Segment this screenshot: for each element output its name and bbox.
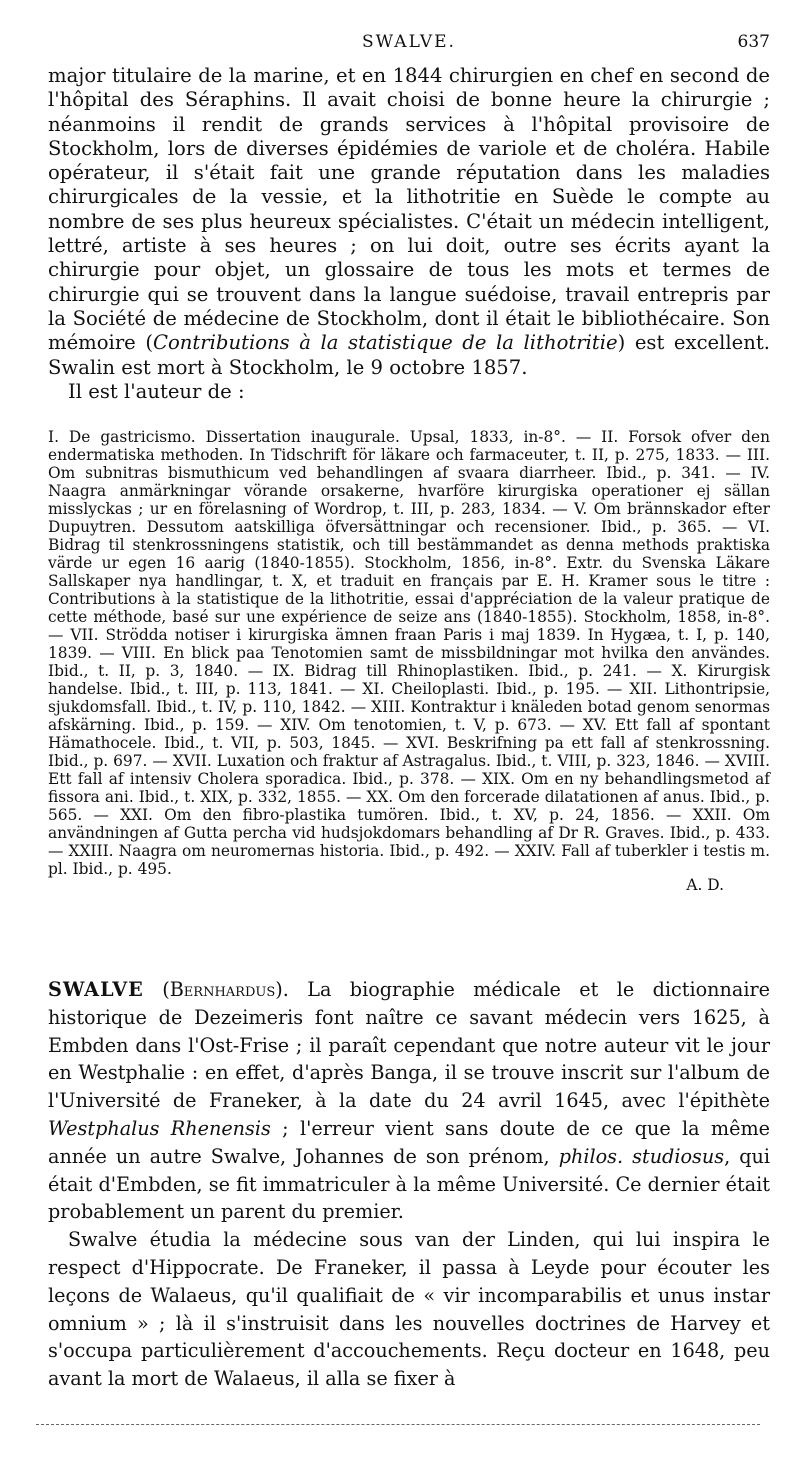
page-number: 637 — [737, 32, 770, 52]
entry-paragraph-2: Swalve étudia la médecine sous van der Linden, qui lui inspira le respect d'Hippocrate. De Franeker, il passa à Leyde pour écouter les leçons de Walaeus, qu'il qualifiait de « vir incomparabilis et unus instar omnium » ; là il s'instruisit dans les nouvelles doctrines de Harvey et s'occupa particulièrement d'accouchements. Reçu docteur en 1648, peu avant la mort de Walaeus, il alla se fixer à — [48, 1228, 770, 1391]
paragraph-text-end: ) est excellent. Swalin est mort à Stockholm, le 9 octobre 1857. — [48, 331, 770, 379]
bottom-rule — [36, 1424, 760, 1425]
entry-student-label: philos. studiosus — [558, 1144, 725, 1168]
entry-text-c: , qui était d'Embden, se fit immatriculer à la même Université. Ce dernier était probablement un parent du premier. — [48, 1144, 770, 1224]
memoire-title: Contributions à la statistique de la lithotritie — [153, 331, 618, 355]
bibliography-list: I. De gastricismo. Dissertation inaugurale. Upsal, 1833, in-8°. — II. Forsok ofver den endermatiska methoden. In Tidschrift för läkare och farmaceuter, t. II, p. 275, 1833. — III. Om subnitras bismuthicum ved behandlingen af svaara diarrheer. Ibid., p. 341. — IV. Naagra anmärkningar vörande orsakerne, hvarföre kirurgiska operationer ej sällan misslyckas ; ur en förelasning of Wordrop, t. III, p. 283, 1834. — V. Om brännskador efter Dupuytren. Dessutom aatskilliga öfversättningar och recensioner. Ibid., p. 365. — VI. Bidrag til stenkrossningens statistik, och till bestämmandet as denna methods praktiska värde ur egen 16 aarig (1840-1855). Stockholm, 1856, in-8°. Extr. du Svenska Läkare Sallskaper nya handlingar, t. X, et traduit en français par E. H. Kramer sous le titre : Contributions à la statistique de la lithotritie, essai d'appréciation de la valeur pratique de cette méthode, basé sur une expérience de seize ans (1840-1855). Stockholm, 1858, in-8°. — VII. Strödda notiser i kirurgiska ämnen fraan Paris i maj 1839. In Hygæa, t. I, p. 140, 1839. — VIII. En blick paa Tenotomien samt de missbildningar mot hvilka den användes. Ibid., t. II, p. 3, 1840. — IX. Bidrag till Rhinoplastiken. Ibid., p. 241. — X. Kirurgisk handelse. Ibid., t. III, p. 113, 1841. — XI. Cheiloplasti. Ibid., p. 195. — XII. Lithontripsie, sjukdomsfall. Ibid., t. IV, p. 110, 1842. — XIII. Kontraktur i knäleden botad genom senormas afskärning. Ibid., p. 159. — XIV. Om tenotomien, t. V, p. 673. — XV. Ett fall af spontant Hämathocele. Ibid., t. VII, p. 503, 1845. — XVI. Beskrifning pa ett fall af stenkrossning. Ibid., p. 697. — XVII. Luxation och fraktur af Astragalus. Ibid., t. VIII, p. 323, 1846. — XVIII. Ett fall af intensiv Cholera sporadica. Ibid., p. 378. — XIX. Om en ny behandlingsmetod af fissora ani. Ibid., t. XIX, p. 332, 1855. — XX. Om den forcerade dilatationen af anus. Ibid., p. 565. — XXI. Om den fibro-plastika tumören. Ibid., t. XV, p. 24, 1856. — XXII. Om användningen af Gutta percha vid hudsjokdomars behandling af Dr R. Graves. Ibid., p. 433. — XXIII. Naagra om neuromernas historia. Ibid., p. 492. — XXIV. Fall af tuberkler i testis m. pl. Ibid., p. 495. — [48, 428, 770, 878]
main-text — [48, 64, 770, 404]
paragraph-text: major titulaire de la marine, et en 1844 chirurgien en chef en second de l'hôpital des Séraphins. Il avait choisi de bonne heure la chirurgie ; néanmoins il rendit de grands services à l'hôpital provisoire de Stockholm, lors de diverses épidémies de variole et de choléra. Habile opérateur, il s'était fait une grande réputation dans les maladies chirurgicales de la vessie, et la lithotritie en Suède le compte au nombre de ses plus heureux spécialistes. C'était un médecin intelligent, lettré, artiste à ses heures ; on lui doit, outre ses écrits ayant la chirurgie pour objet, un glossaire de tous les mots et termes de chirurgie qui se trouvent dans la langue suédoise, travail entrepris par la Société de médecine de Stockholm, dont il était le bibliothécaire. Son mémoire ( — [48, 64, 770, 355]
running-title: SWALVE. — [362, 32, 456, 52]
entry-paragraph-1 — [48, 976, 770, 1226]
entry-epithet: Westphalus Rhenensis — [48, 1116, 271, 1140]
dictionary-entry — [48, 976, 770, 1393]
author-of-line: Il est l'auteur de : — [68, 379, 245, 403]
author-signature: A. D. — [686, 876, 724, 894]
continued-paragraph — [48, 64, 770, 380]
entry-text-a: La biographie médicale et le dictionnaire historique de Dezeimeris font naître ce savant médecin vers 1625, à Embden dans l'Ost-Frise ; il paraît cependant que notre auteur vit le jour en Westphalie : en effet, d'après Banga, il se trouve inscrit sur l'album de l'Université de Franeker, à la date du 24 avril 1645, avec l'épithète — [48, 978, 770, 1113]
page-header — [48, 30, 770, 56]
bibliography — [48, 428, 770, 894]
entry-headword: SWALVE — [48, 978, 144, 1001]
entry-text-b: ; l'erreur vient sans doute de ce que la même année un autre Swalve, Johannes de son prénom, — [48, 1116, 771, 1168]
entry-given-name: (Bernhardus). — [162, 978, 289, 1001]
